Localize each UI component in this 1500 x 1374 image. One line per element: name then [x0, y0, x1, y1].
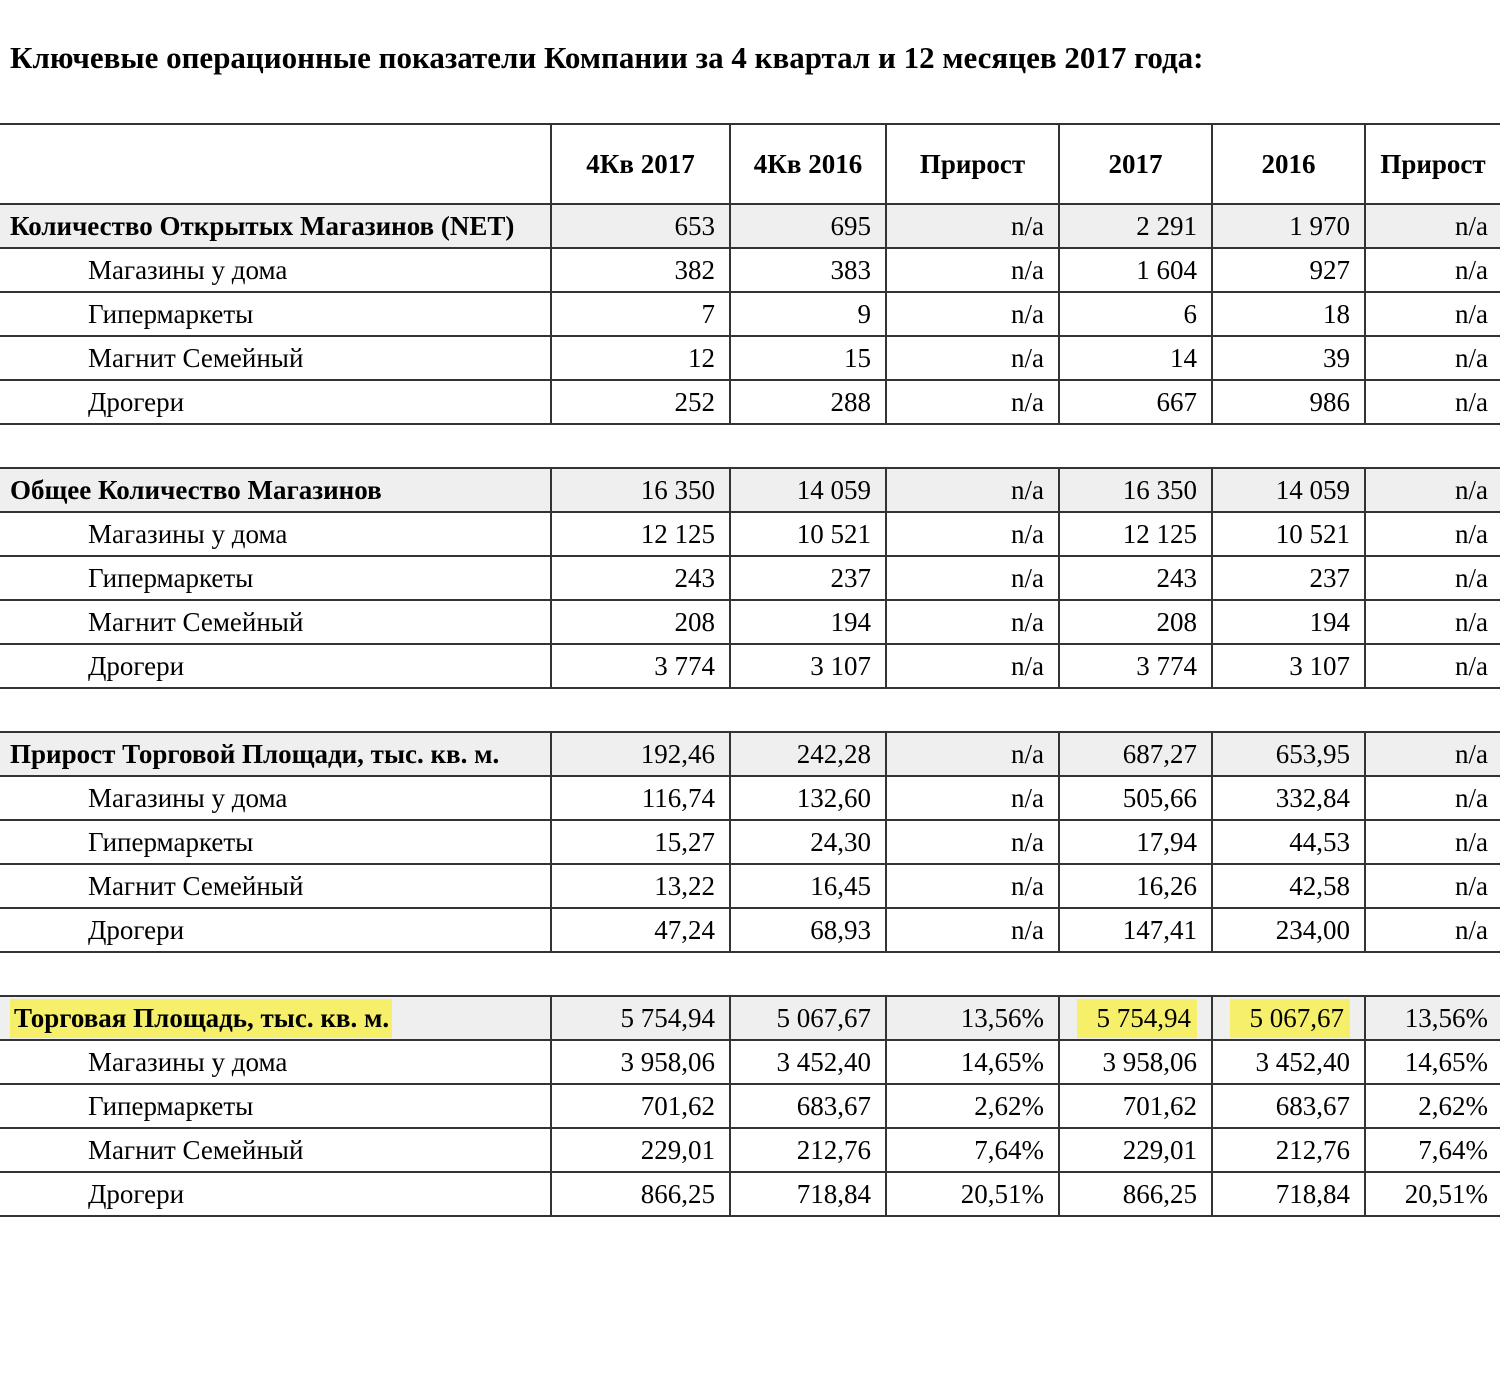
value-cell: 192,46: [551, 732, 730, 776]
value-cell: 16,26: [1059, 864, 1212, 908]
row-label: Магазины у дома: [0, 776, 551, 820]
value-cell: 12 125: [1059, 512, 1212, 556]
value-cell: 2,62%: [1365, 1084, 1500, 1128]
value-cell-highlighted: [1212, 996, 1365, 1040]
row-label: Гипермаркеты: [0, 556, 551, 600]
value-cell: 15,27: [551, 820, 730, 864]
value-cell: 16,45: [730, 864, 886, 908]
header-cell-q-growth: Прирост: [886, 124, 1059, 204]
row-label: Магнит Семейный: [0, 336, 551, 380]
value-cell: n/a: [886, 908, 1059, 952]
value-cell: n/a: [886, 336, 1059, 380]
table-row: [0, 820, 1500, 864]
value-cell: 10 521: [730, 512, 886, 556]
value-cell: 13,56%: [886, 996, 1059, 1040]
value-cell: 16 350: [551, 468, 730, 512]
value-cell: 866,25: [1059, 1172, 1212, 1216]
group-spacer: [0, 424, 1500, 468]
value-cell: 252: [551, 380, 730, 424]
row-label: Дрогери: [0, 1172, 551, 1216]
value-cell: n/a: [886, 556, 1059, 600]
value-cell: n/a: [886, 292, 1059, 336]
value-cell: 229,01: [551, 1128, 730, 1172]
value-cell: 10 521: [1212, 512, 1365, 556]
value-cell: 653,95: [1212, 732, 1365, 776]
value-cell: 667: [1059, 380, 1212, 424]
value-cell: 9: [730, 292, 886, 336]
value-cell: n/a: [1365, 512, 1500, 556]
row-label: Магнит Семейный: [0, 1128, 551, 1172]
value-cell: 5 067,67: [730, 996, 886, 1040]
value-cell: n/a: [1365, 556, 1500, 600]
value-cell: 194: [730, 600, 886, 644]
value-cell: n/a: [1365, 292, 1500, 336]
value-cell: n/a: [886, 380, 1059, 424]
value-cell: 13,22: [551, 864, 730, 908]
value-cell: 1 604: [1059, 248, 1212, 292]
header-cell-2016: 2016: [1212, 124, 1365, 204]
value-cell: 683,67: [1212, 1084, 1365, 1128]
value-cell: 653: [551, 204, 730, 248]
row-label: Дрогери: [0, 380, 551, 424]
group-spacer: [0, 688, 1500, 732]
value-cell: n/a: [1365, 600, 1500, 644]
operational-metrics-table: [0, 123, 1500, 1217]
value-cell: n/a: [886, 512, 1059, 556]
page-title: Ключевые операционные показатели Компании за 4 квартал и 12 месяцев 2017 года:: [10, 40, 1204, 75]
value-cell: 14 059: [730, 468, 886, 512]
value-cell: 986: [1212, 380, 1365, 424]
value-cell: 14: [1059, 336, 1212, 380]
value-cell: 3 452,40: [730, 1040, 886, 1084]
value-cell: 68,93: [730, 908, 886, 952]
value-cell: 243: [551, 556, 730, 600]
table-row: [0, 1172, 1500, 1216]
value-cell: 3 774: [1059, 644, 1212, 688]
group-title: Прирост Торговой Площади, тыс. кв. м.: [0, 732, 551, 776]
value-cell: 24,30: [730, 820, 886, 864]
value-cell: n/a: [886, 204, 1059, 248]
value-cell: 7,64%: [886, 1128, 1059, 1172]
value-cell: n/a: [1365, 380, 1500, 424]
value-cell: 701,62: [1059, 1084, 1212, 1128]
value-cell: 15: [730, 336, 886, 380]
value-cell: 1 970: [1212, 204, 1365, 248]
value-cell: 288: [730, 380, 886, 424]
table-row: [0, 248, 1500, 292]
value-cell: 3 452,40: [1212, 1040, 1365, 1084]
value-cell: 3 774: [551, 644, 730, 688]
value-cell: n/a: [886, 820, 1059, 864]
value-cell: 147,41: [1059, 908, 1212, 952]
value-cell: 229,01: [1059, 1128, 1212, 1172]
value-cell: 14 059: [1212, 468, 1365, 512]
group-header-row: [0, 204, 1500, 248]
value-cell: 242,28: [730, 732, 886, 776]
table-row: [0, 512, 1500, 556]
value-cell: n/a: [886, 468, 1059, 512]
value-cell: 683,67: [730, 1084, 886, 1128]
value-cell: 208: [551, 600, 730, 644]
value-cell: 2 291: [1059, 204, 1212, 248]
row-label: Магазины у дома: [0, 248, 551, 292]
value-cell: 687,27: [1059, 732, 1212, 776]
value-cell: 20,51%: [1365, 1172, 1500, 1216]
value-cell: 695: [730, 204, 886, 248]
value-cell: 505,66: [1059, 776, 1212, 820]
value-cell: 3 107: [730, 644, 886, 688]
value-cell: 116,74: [551, 776, 730, 820]
table-row: [0, 556, 1500, 600]
value-cell: n/a: [886, 600, 1059, 644]
value-cell: n/a: [1365, 336, 1500, 380]
value-cell: 20,51%: [886, 1172, 1059, 1216]
value-cell: 14,65%: [886, 1040, 1059, 1084]
value-cell: 18: [1212, 292, 1365, 336]
group-title-highlighted: Торговая Площадь, тыс. кв. м.: [10, 999, 392, 1038]
row-label: Магазины у дома: [0, 512, 551, 556]
value-cell: 39: [1212, 336, 1365, 380]
table-row: [0, 1128, 1500, 1172]
value-cell: 383: [730, 248, 886, 292]
value-cell: n/a: [886, 644, 1059, 688]
value-cell: 3 107: [1212, 644, 1365, 688]
group-header-row: [0, 468, 1500, 512]
value-cell: 243: [1059, 556, 1212, 600]
table-row: [0, 1084, 1500, 1128]
value-cell: n/a: [886, 776, 1059, 820]
value-cell: n/a: [1365, 644, 1500, 688]
value-cell: 701,62: [551, 1084, 730, 1128]
value-cell: 13,56%: [1365, 996, 1500, 1040]
value-cell: 12 125: [551, 512, 730, 556]
row-label: Магнит Семейный: [0, 864, 551, 908]
value-cell: 7: [551, 292, 730, 336]
header-cell-2017: 2017: [1059, 124, 1212, 204]
table-row: [0, 644, 1500, 688]
value-cell: 7,64%: [1365, 1128, 1500, 1172]
value-cell: n/a: [1365, 248, 1500, 292]
value-cell: 212,76: [1212, 1128, 1365, 1172]
table-header-row: [0, 124, 1500, 204]
header-cell-label: [0, 124, 551, 204]
value-cell: 17,94: [1059, 820, 1212, 864]
row-label: Дрогери: [0, 644, 551, 688]
header-cell-y-growth: Прирост: [1365, 124, 1500, 204]
value-cell: 5 754,94: [551, 996, 730, 1040]
value-cell: 927: [1212, 248, 1365, 292]
value-cell: 16 350: [1059, 468, 1212, 512]
value-cell: 42,58: [1212, 864, 1365, 908]
value-cell: n/a: [1365, 732, 1500, 776]
value-cell: 44,53: [1212, 820, 1365, 864]
highlighted-value: 5 067,67: [1230, 999, 1351, 1038]
value-cell: 866,25: [551, 1172, 730, 1216]
value-cell: 14,65%: [1365, 1040, 1500, 1084]
group-spacer: [0, 952, 1500, 996]
value-cell: 332,84: [1212, 776, 1365, 820]
row-label: Магазины у дома: [0, 1040, 551, 1084]
table-row: [0, 336, 1500, 380]
table-row: [0, 292, 1500, 336]
value-cell: 212,76: [730, 1128, 886, 1172]
row-label: Дрогери: [0, 908, 551, 952]
value-cell: 6: [1059, 292, 1212, 336]
value-cell: 3 958,06: [551, 1040, 730, 1084]
row-label: Гипермаркеты: [0, 820, 551, 864]
table-row: [0, 776, 1500, 820]
row-label: Гипермаркеты: [0, 1084, 551, 1128]
value-cell: 2,62%: [886, 1084, 1059, 1128]
value-cell: 208: [1059, 600, 1212, 644]
header-cell-q4-2017: 4Кв 2017: [551, 124, 730, 204]
row-label: Гипермаркеты: [0, 292, 551, 336]
row-label: Магнит Семейный: [0, 600, 551, 644]
value-cell: 3 958,06: [1059, 1040, 1212, 1084]
table-row: [0, 1040, 1500, 1084]
value-cell: 132,60: [730, 776, 886, 820]
value-cell: n/a: [1365, 204, 1500, 248]
value-cell: 718,84: [730, 1172, 886, 1216]
group-header-row: [0, 996, 1500, 1040]
value-cell: n/a: [1365, 908, 1500, 952]
value-cell: n/a: [886, 864, 1059, 908]
value-cell: 194: [1212, 600, 1365, 644]
highlighted-value: 5 754,94: [1077, 999, 1198, 1038]
value-cell: n/a: [1365, 776, 1500, 820]
table-row: [0, 600, 1500, 644]
group-header-row: [0, 732, 1500, 776]
value-cell: 718,84: [1212, 1172, 1365, 1216]
group-title-cell: [0, 996, 551, 1040]
value-cell: 382: [551, 248, 730, 292]
group-title: Количество Открытых Магазинов (NET): [0, 204, 551, 248]
value-cell: 47,24: [551, 908, 730, 952]
value-cell: n/a: [1365, 864, 1500, 908]
value-cell-highlighted: [1059, 996, 1212, 1040]
value-cell: 237: [1212, 556, 1365, 600]
header-cell-q4-2016: 4Кв 2016: [730, 124, 886, 204]
group-title: Общее Количество Магазинов: [0, 468, 551, 512]
value-cell: n/a: [1365, 820, 1500, 864]
value-cell: n/a: [886, 248, 1059, 292]
table-row: [0, 908, 1500, 952]
table-row: [0, 380, 1500, 424]
value-cell: n/a: [886, 732, 1059, 776]
value-cell: 12: [551, 336, 730, 380]
value-cell: 234,00: [1212, 908, 1365, 952]
table-row: [0, 864, 1500, 908]
value-cell: 237: [730, 556, 886, 600]
value-cell: n/a: [1365, 468, 1500, 512]
